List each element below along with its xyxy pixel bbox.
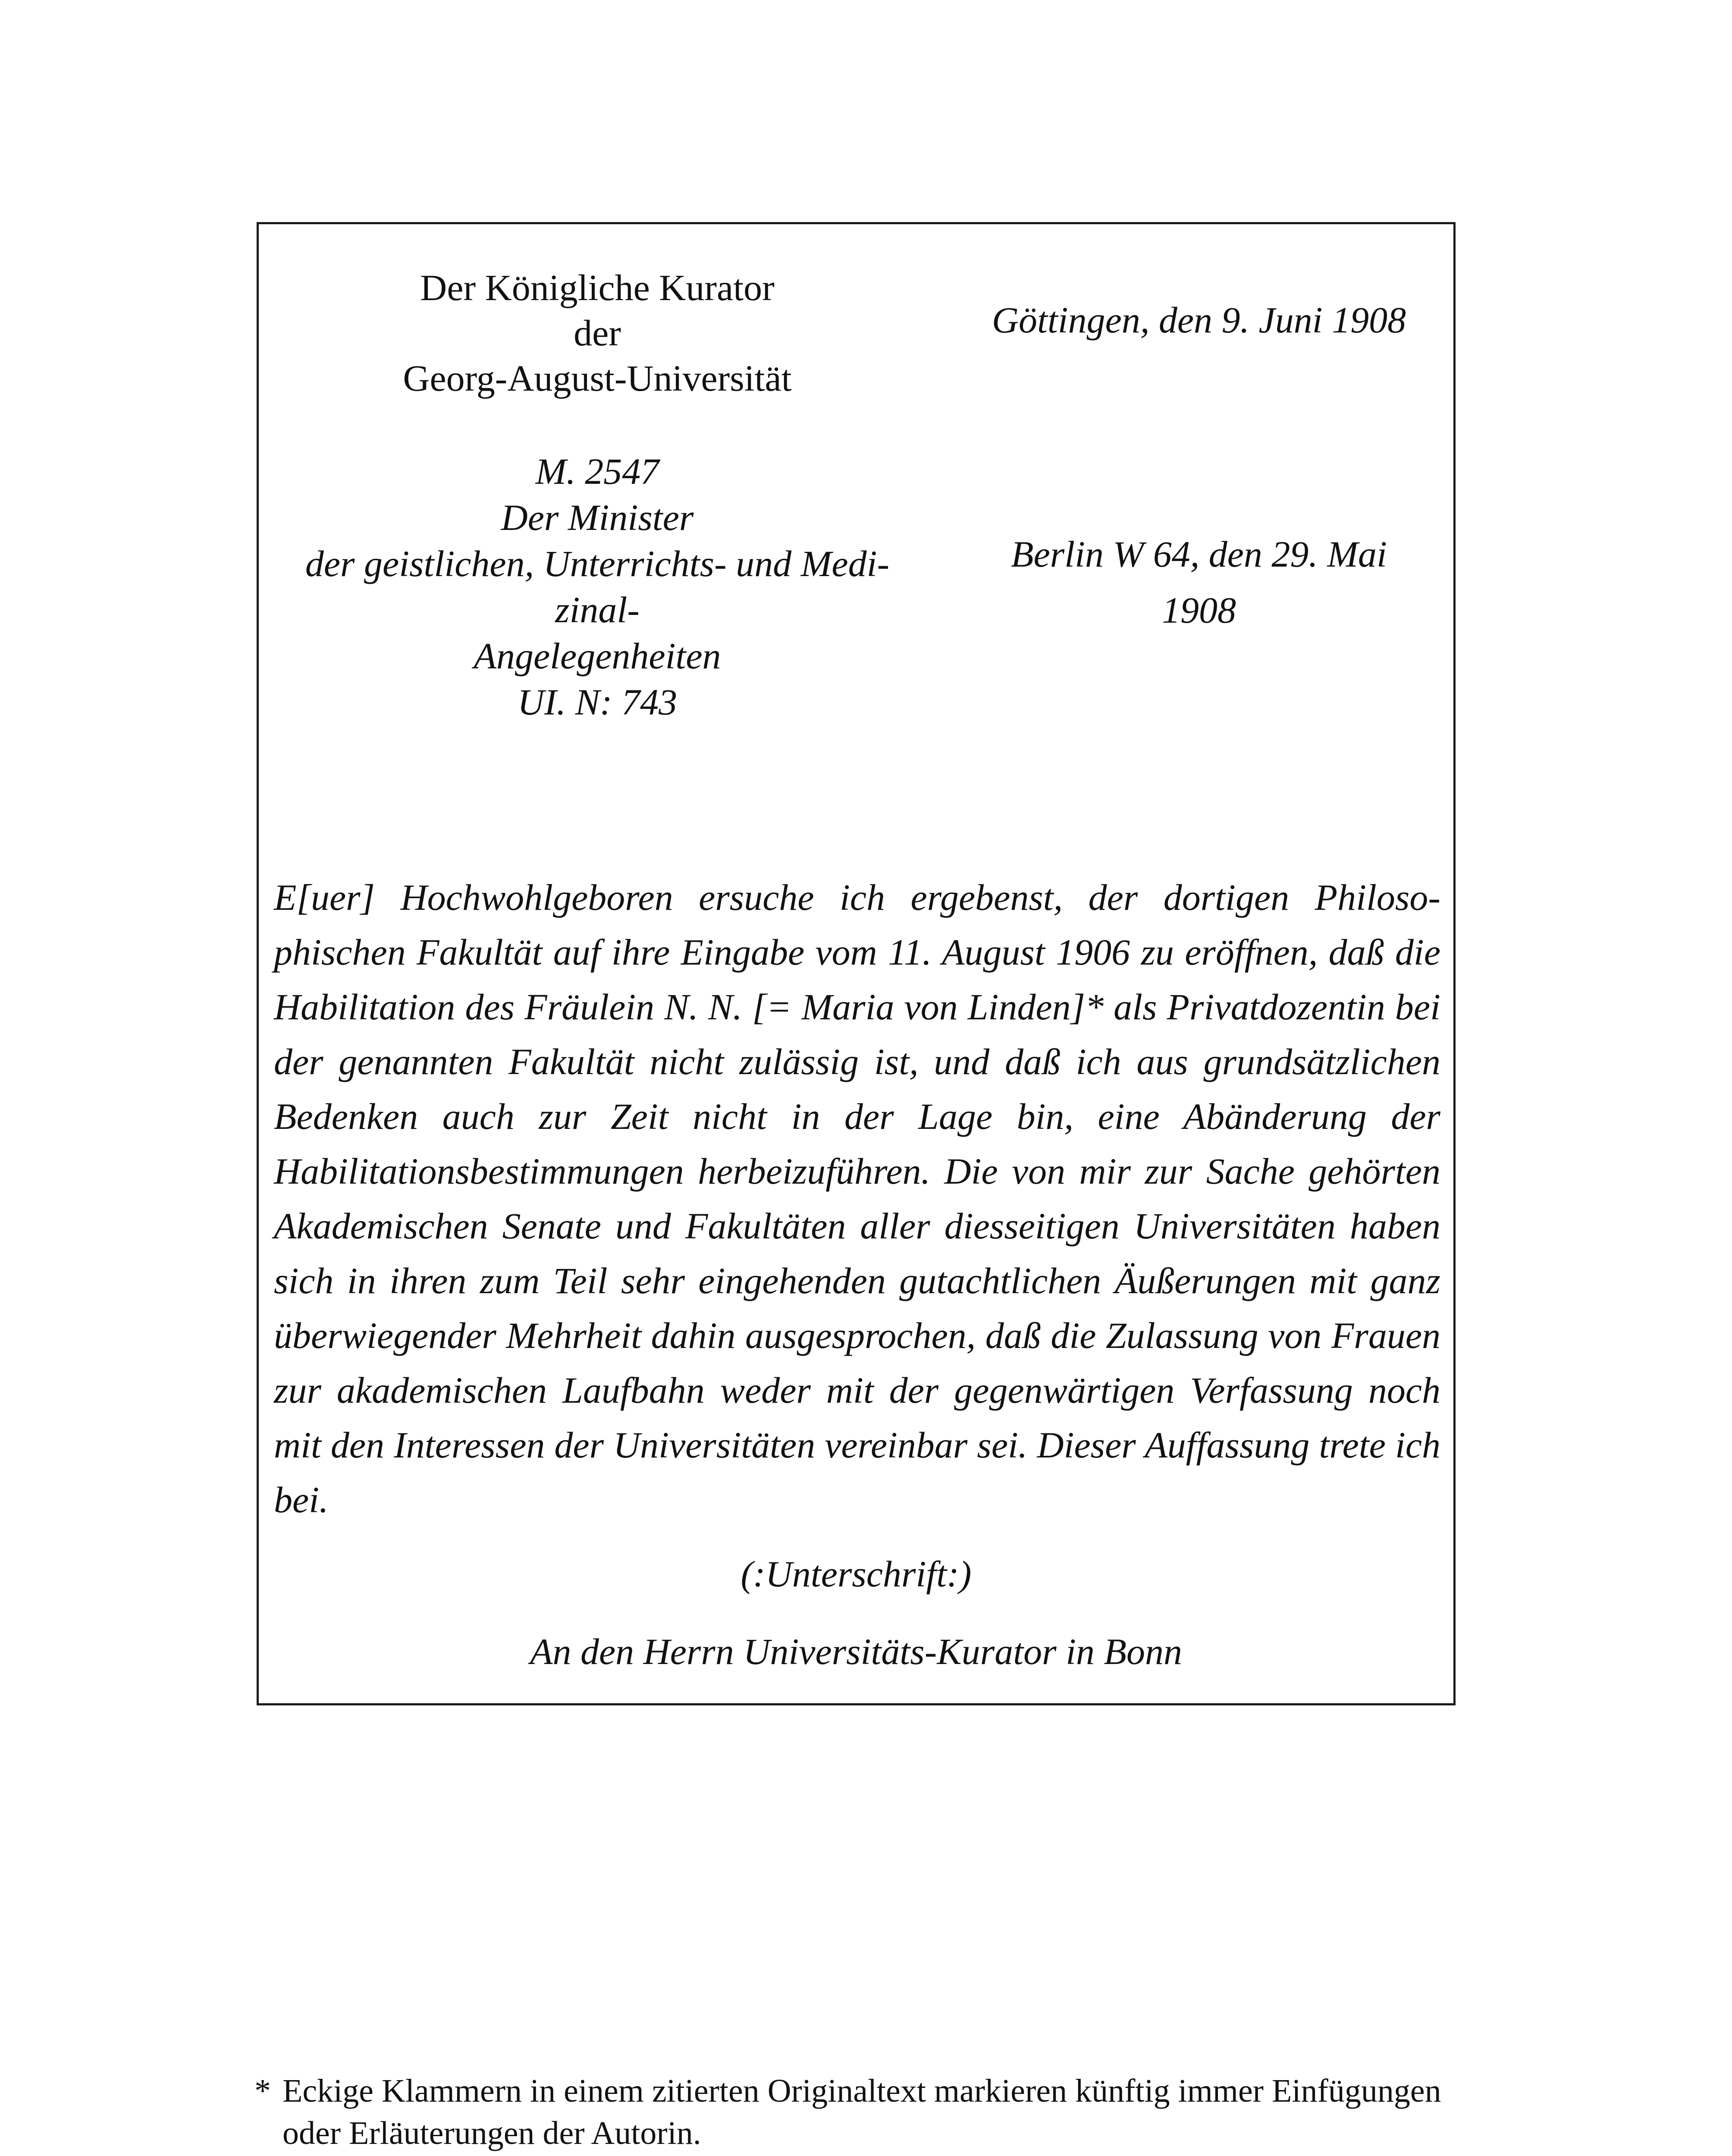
minister-date — [962, 526, 1436, 638]
addressee: An den Herrn Universitäts-Kurator in Bonn — [530, 1631, 1183, 1672]
letterhead-line: Georg-August-Universität — [403, 357, 792, 399]
minister-line: zinal- — [555, 589, 640, 630]
curator-date: Göttingen, den 9. Juni 1908 — [992, 299, 1406, 341]
minister-line: M. 2547 — [535, 451, 659, 492]
minister-line: UI. N: 743 — [517, 681, 678, 723]
minister-block — [276, 448, 919, 725]
minister-date-line: Berlin W 64, den 29. Mai — [1011, 533, 1387, 575]
signature-placeholder: (:Unterschrift:) — [740, 1553, 972, 1595]
curator-letterhead — [276, 265, 919, 401]
footnote — [254, 2070, 1445, 2154]
letterhead-line: Der Königliche Kurator — [420, 267, 775, 308]
minister-line: der geistlichen, Unterrichts- und Medi- — [305, 543, 890, 584]
minister-line: Angelegenheiten — [474, 635, 721, 677]
footnote-text: Eckige Klammern in einem zitierten Originaltext markieren künftig immer Einfügungen oder Erläuterungen der Autorin. — [282, 2073, 1441, 2151]
minister-date-line: 1908 — [1162, 589, 1236, 631]
minister-line: Der Minister — [501, 497, 694, 538]
footnote-mark: * — [254, 2073, 271, 2109]
letterhead-line: der — [574, 312, 621, 354]
letter-body: E[uer] Hochwohlgeboren ersuche ich ergebenst, der dortigen Philosophischen Fakultät auf ihre Eingabe vom 11. August 1906 zu eröffnen, daß die Habilitation des Fräulein N. N. [= Maria von Linden]* als Privatdozentin bei der genannten Fakultät nicht zulässig ist, und daß ich aus grundsätzlichen Bedenken auch zur Zeit nicht in der Lage bin, eine Abänderung der Habilitationsbestimmungen herbeizuführen. Die von mir zur Sache gehörten Akademischen Senate und Fakultäten aller diesseitigen Universitäten haben sich in ihren zum Teil sehr eingehenden gutachtlichen Äußerungen mit ganz überwiegender Mehrheit dahin ausgesprochen, daß die Zulassung von Frauen zur akademischen Laufbahn weder mit der gegenwärtigen Verfassung noch mit den Interessen der Universitäten vereinbar sei. Dieser Auffassung trete ich bei. — [274, 877, 1440, 1520]
